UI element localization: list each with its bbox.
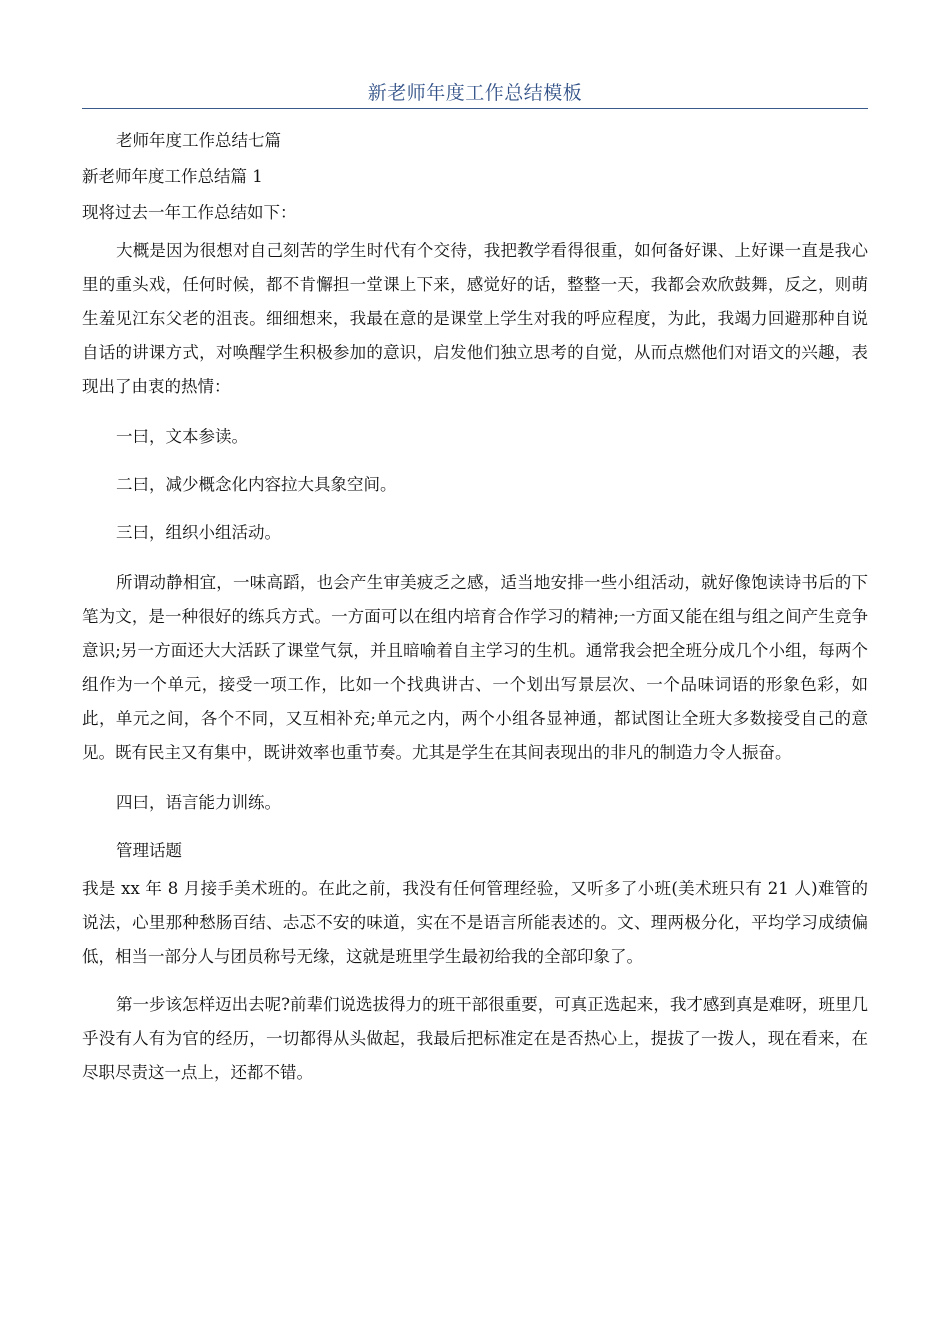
subtitle: 老师年度工作总结七篇 [116, 131, 281, 150]
section-heading: 管理话题 [116, 841, 182, 860]
section-title: 新老师年度工作总结篇 1 [82, 167, 263, 186]
intro-line: 现将过去一年工作总结如下： [82, 203, 297, 222]
paragraph-2: 所谓动静相宜，一味高蹈，也会产生审美疲乏之感，适当地安排一些小组活动，就好像饱读诗书后的下笔为文，是一种很好的练兵方式。一方面可以在组内培育合作学习的精神;一方面又能在组与组之间产生竞争意识;另一方面还大大活跃了课堂气氛，并且暗喻着自主学习的生机。通常我会把全班分成几个小组，每两个组作为一个单元，接受一项工作，比如一个找典讲古、一个划出写景层次、一个品味词语的形象色彩，如此，单元之间，各个不同，又互相补充;单元之内，两个小组各显神通，都试图让全班大多数接受自己的意见。既有民主又有集中，既讲效率也重节奏。尤其是学生在其间表现出的非凡的制造力令人振奋。 [82, 573, 868, 762]
paragraph-1: 大概是因为很想对自己刻苦的学生时代有个交待，我把教学看得很重，如何备好课、上好课一直是我心里的重头戏，任何时候，都不肯懈担一堂课上下来，感觉好的话，整整一天，我都会欢欣鼓舞，反之，则萌生羞见江东父老的沮丧。细细想来，我最在意的是课堂上学生对我的呼应程度，为此，我竭力回避那种自说自话的讲课方式，对唤醒学生积极参加的意识，启发他们独立思考的自觉，从而点燃他们对语文的兴趣，表现出了由衷的热情： [82, 241, 868, 396]
paragraph-4: 第一步该怎样迈出去呢?前辈们说选拔得力的班干部很重要，可真正选起来，我才感到真是难呀，班里几乎没有人有为官的经历，一切都得从头做起，我最后把标准定在是否热心上，提拔了一拨人，现在看来，在尽职尽责这一点上，还都不错。 [82, 995, 868, 1082]
paragraph-3: 我是 xx 年 8 月接手美术班的。在此之前，我没有任何管理经验，又听多了小班(美术班只有 21 人)难管的说法，心里那种愁肠百结、忐忑不安的味道，实在不是语言所能表述的。文、理两极分化，平均学习成绩偏低，相当一部分人与团员称号无缘，这就是班里学生最初给我的全部印象了。 [82, 879, 868, 966]
list-item-2: 二曰，减少概念化内容拉大具象空间。 [116, 475, 397, 494]
document-body [82, 126, 868, 1090]
document-title: 新老师年度工作总结模板 [367, 82, 583, 104]
list-item-3: 三曰，组织小组活动。 [116, 523, 281, 542]
page-header [82, 78, 868, 109]
list-item-1: 一曰，文本参读。 [116, 427, 248, 446]
list-item-4: 四曰，语言能力训练。 [116, 793, 281, 812]
